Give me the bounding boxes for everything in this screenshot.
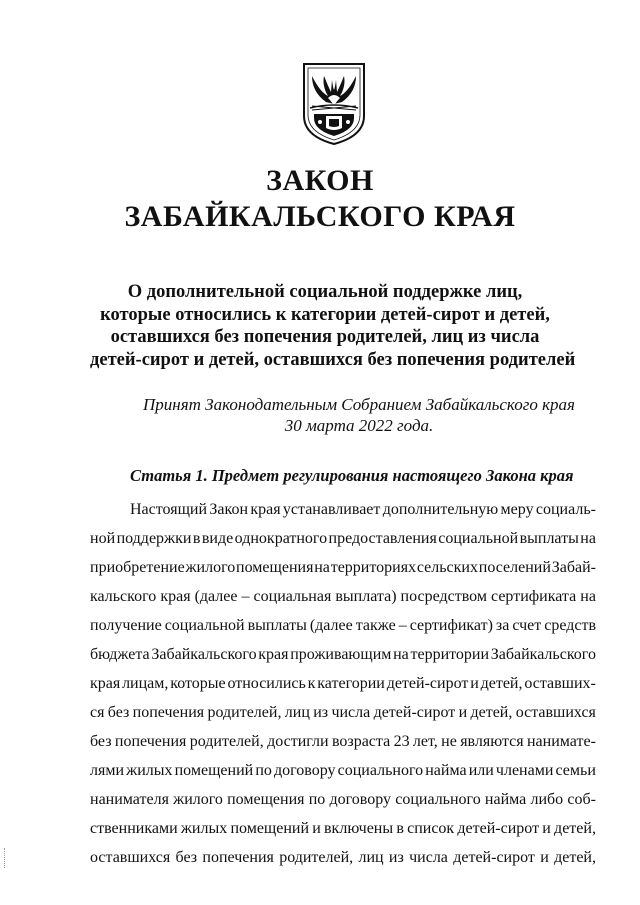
subtitle-line: которые относились к категории детей-сирот и детей, [100,304,550,325]
body-word: попечения [132,704,205,721]
body-word: нанимателя [90,791,169,808]
body-word: детей-сирот [386,675,469,692]
body-word: достигли [267,733,329,750]
body-word: список [407,820,455,837]
body-word: (далее [194,588,238,605]
body-word: жилого [173,791,223,808]
body-word: в [396,820,404,837]
body-word: социального [337,762,424,779]
body-word: края [90,675,121,692]
body-word: к [307,675,316,692]
body-word: жилого [185,559,236,576]
article-body [90,495,596,872]
body-word: предоставления [328,530,437,547]
body-word: Забайкальского [490,646,596,663]
body-word: найма [425,762,467,779]
body-word: территории [410,646,490,663]
article-heading: Статья 1. Предмет регулирования настоящего Закона края [130,466,574,485]
body-line [90,553,596,582]
body-word: попечения [114,733,187,750]
adoption-note [0,394,640,436]
adoption-line: Принят Законодательным Собранием Забайкальского края [143,395,575,414]
body-word: родителей, [207,704,282,721]
subtitle-line: оставшихся без попечения родителей, лиц из числа [110,327,540,347]
body-word: бюджета [90,646,150,663]
body-word: помещений [230,820,310,837]
body-line [90,814,596,843]
body-word: выплаты [519,530,579,547]
body-word: которые [170,675,226,692]
body-word: и [542,820,551,837]
body-word: социальная [253,588,332,605]
body-word: детей-сирот [373,704,456,721]
body-word: на [393,646,409,663]
body-word: попечения [202,849,274,866]
body-word: помещений [174,762,254,779]
body-word: жилых [126,762,173,779]
body-word: родителей, [279,849,354,866]
law-subtitle [90,281,576,371]
law-title: ЗАКОН [266,164,374,197]
adoption-date: 30 марта 2022 года. [284,416,434,435]
body-word: выплаты [247,617,307,634]
body-word: меру [500,501,534,518]
body-word: однократного [234,530,328,547]
body-word: социальной [164,617,245,634]
subtitle-line: О дополнительной социальной поддержке лиц, [127,282,523,302]
body-word: договору [329,791,392,808]
body-word: из [313,704,329,721]
body-word: дополнительную [382,501,499,518]
subtitle-line: детей-сирот и детей, оставшихся без попечения родителей [90,349,576,370]
body-word: детей, [470,704,513,721]
body-word: в [192,530,201,547]
body-line [90,495,596,524]
body-line [90,698,596,727]
body-word: родителей, [189,733,264,750]
body-word: лицам, [122,675,169,692]
body-word: оставших- [524,675,596,692]
body-word: сертификата [491,588,577,605]
body-word: Забайкальского [151,646,257,663]
body-word: Закон [209,501,249,518]
body-word: относились [227,675,306,692]
body-line [90,611,596,640]
body-word: устанавливает [282,501,381,518]
body-word: детей, [480,675,523,692]
body-line [90,524,596,553]
body-word: оставшихся [90,849,171,866]
body-word: лиц [358,849,384,866]
body-word: соб- [567,791,596,808]
body-word: края [258,646,289,663]
body-word: за [495,617,510,634]
body-word: ной [90,530,116,547]
body-word: включены [324,820,394,837]
body-word: Забай- [551,559,596,576]
body-word: либо [530,791,564,808]
body-word: детей, [554,849,596,866]
body-word: и [458,704,468,721]
body-word: края [250,501,281,518]
body-word: без [107,704,130,721]
body-word: – [241,588,250,605]
body-word: ственниками [90,820,178,837]
body-word: и [540,849,549,866]
body-line [90,640,596,669]
body-word: сельских [416,559,478,576]
body-word: (далее [309,617,353,634]
body-word: посредством [400,588,487,605]
body-word: лями [90,762,125,779]
body-word: социального [395,791,481,808]
body-line [90,727,596,756]
body-word: социальной [438,530,519,547]
body-word: приобретение [90,559,185,576]
body-word: договору [273,762,336,779]
margin-mark [4,848,9,868]
body-word: по [308,791,326,808]
body-word: социаль- [535,501,596,518]
coat-of-arms-icon [298,62,370,146]
body-word: найма [484,791,527,808]
body-word: членами [495,762,554,779]
body-word: числа [409,849,448,866]
body-word: детей, [554,820,596,837]
body-word: виде [201,530,234,547]
body-word: средств [544,617,596,634]
body-word: категории [317,675,385,692]
body-word: и [470,675,479,692]
body-line [90,843,596,872]
body-word: поселений [478,559,551,576]
law-region-title: ЗАБАЙКАЛЬСКОГО КРАЯ [124,200,516,233]
body-word: также [355,617,396,634]
body-word: возраста [331,733,391,750]
body-word: на [314,559,330,576]
body-word: нанимате- [526,733,596,750]
body-word: на [580,530,596,547]
body-word: Настоящий [130,501,208,518]
body-word: и [312,820,321,837]
body-word: 23 [393,733,410,750]
body-word: ся [90,704,105,721]
body-word: или [468,762,494,779]
body-word: из [388,849,404,866]
body-word: являются [460,733,524,750]
body-word: края [160,588,191,605]
body-word: помещения [227,791,305,808]
body-word: – [398,617,407,634]
body-line [90,669,596,698]
body-word: кальского [90,588,157,605]
body-word: выплата) [335,588,397,605]
body-word: по [255,762,272,779]
body-word: детей-сирот [453,849,535,866]
body-word: числа [331,704,371,721]
body-word: на [580,588,596,605]
body-word: детей-сирот [457,820,540,837]
body-line [90,785,596,814]
body-word: не [441,733,457,750]
body-line [90,756,596,785]
body-word: счет [512,617,542,634]
body-word: поддержки [116,530,192,547]
body-word: сертификат) [409,617,493,634]
body-word: семьи [555,762,596,779]
body-word: проживающим [290,646,392,663]
body-word: получение [90,617,162,634]
body-line [90,582,596,611]
body-word: жилых [180,820,228,837]
body-word: лет, [412,733,438,750]
body-word: без [90,733,112,750]
body-word: без [175,849,198,866]
body-word: помещения [236,559,314,576]
body-word: оставшихся [515,704,596,721]
body-word: территориях [330,559,417,576]
body-word: лиц [284,704,310,721]
